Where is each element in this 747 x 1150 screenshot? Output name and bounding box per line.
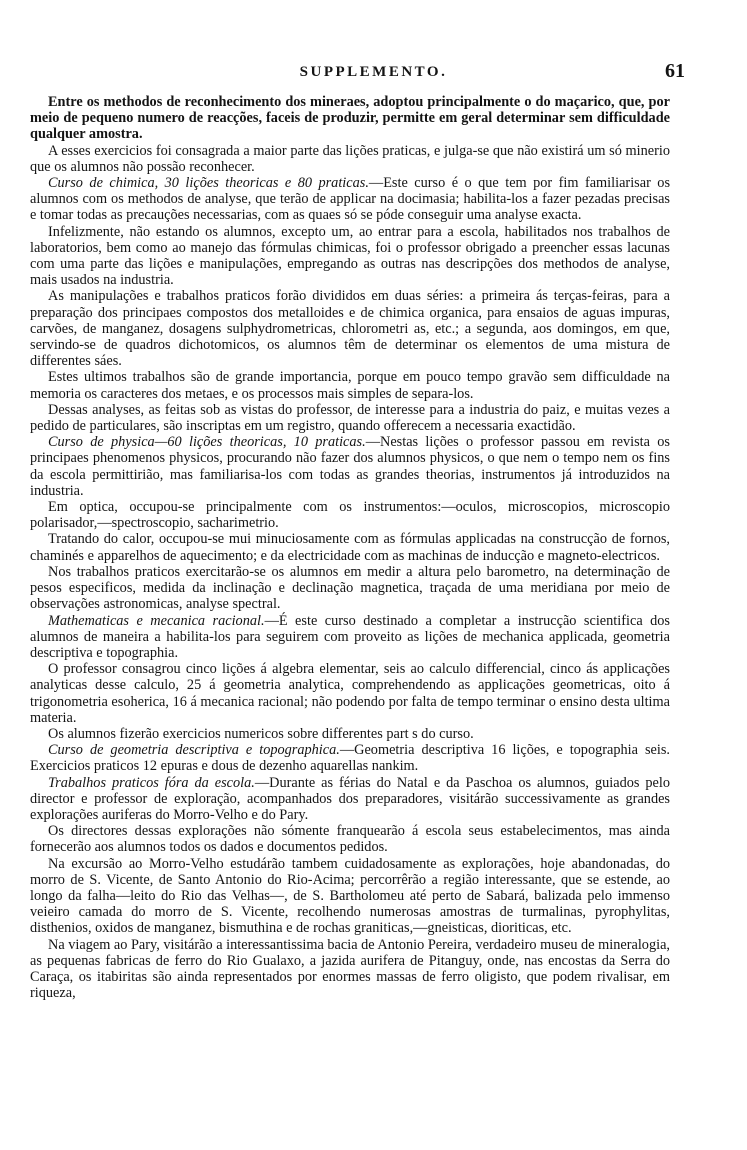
paragraph	[30, 823, 670, 855]
paragraph-text: Nos trabalhos praticos exercitarão-se os alumnos em medir a altura pelo barometro, na determinação de pesos especificos, medida da inclinação e declinação magnetica, traçada de uma meridiana por meio de observações astronomicas, analyse spectral.	[30, 563, 670, 613]
paragraph-text: —Este curso é o que tem por fim familiarisar os alumnos com os methodos de analyse, que terão de applicar na docimasia; habilita-los a fazer pezadas precisas e tomar todas as precauções necessarias, com as quaes só se póde conseguir uma analyse exacta.	[30, 175, 671, 224]
paragraph-lead: Mathematicas e mecanica racional.	[48, 612, 265, 629]
paragraph	[30, 937, 670, 1002]
paragraph	[30, 742, 670, 774]
paragraph	[30, 402, 670, 434]
page-number: 61	[665, 60, 685, 82]
paragraph	[30, 175, 670, 224]
paragraph-text: Tratando do calor, occupou-se mui minuciosamente com as fórmulas applicadas na construcção de fornos, chaminés e apparelhos de aquecimento; e da electricidade com as machinas de inducção e magneto-electricos.	[30, 531, 670, 564]
body-text	[30, 94, 670, 1001]
paragraph	[30, 726, 670, 742]
paragraph-text: —É este curso destinado a completar a instrucção scientifica dos alumnos de maneira a habilita-los para seguirem com proveito as lições de mechanica applicada, geometria descriptiva e topographia.	[30, 612, 670, 661]
paragraph-lead: Curso de physica—60 lições theoricas, 10 praticas.	[48, 434, 366, 451]
paragraph-text: Infelizmente, não estando os alumnos, excepto um, ao entrar para a escola, habilitados nos trabalhos de laboratorios, bem como ao manejo das fórmulas chimicas, foi o professor obrigado a preencher essas lacunas com uma parte das lições e manipulações, empregando as outras nas descripções dos methodos de analyse, mais usados na industria.	[30, 223, 670, 289]
paragraph-text: As manipulações e trabalhos praticos forão divididos em duas séries: a primeira ás terças-feiras, para a preparação dos principaes compostos dos metalloides e de chimica organica, para ensaios de aguas impuras, carvões, de manganez, dosagens sulphydrometricas, chlorometri as, etc.; a segunda, aos domingos, em que, servindo-se de quadros dichotomicos, os alumnos têm de determinar os elementos de uma mistura de differentes sáes.	[30, 288, 670, 370]
paragraph-text: —Geometria descriptiva 16 lições, e topographia seis. Exercicios praticos 12 epuras e dous de dezenho aquarellas nankim.	[30, 742, 670, 775]
paragraph	[30, 531, 670, 563]
paragraph	[30, 434, 670, 499]
paragraph	[30, 369, 670, 401]
paragraph-text: Na viagem ao Pary, visitárão a interessantissima bacia de Antonio Pereira, verdadeiro museu de mineralogia, as pequenas fabricas de ferro do Rio Gualaxo, a jazida aurifera de Pitanguy, onde, nas encostas da Serra do Caraça, os itabiritas são ainda representados por enormes massas de ferro oligisto, que podem rivalisar, em riqueza,	[30, 936, 670, 1002]
paragraph-text: —Nestas lições o professor passou em revista os principaes phenomenos physicos, procurando não fazer dos alumnos physicos, o que nem o tempo nem os fins da escola permittirião, mas familiarisa-los com todas as grandes theorias, instrumentos já introduzidos na industria.	[30, 434, 670, 499]
paragraph	[30, 613, 670, 662]
paragraph	[30, 499, 670, 531]
paragraph-text: Entre os methodos de reconhecimento dos mineraes, adoptou principalmente o do maçarico, que, por meio de pequeno numero de reacções, faceis de produzir, permitte em geral determinar sem difficuldade qualquer amostra.	[30, 94, 670, 143]
paragraph	[30, 224, 670, 289]
paragraph-text: Estes ultimos trabalhos são de grande importancia, porque em pouco tempo gravão sem difficuldade na memoria os caracteres dos metaes, e os processos mais simples de separa-los.	[30, 369, 670, 402]
paragraph	[30, 661, 670, 726]
paragraph	[30, 564, 670, 613]
paragraph	[30, 143, 670, 175]
paragraph-text: O professor consagrou cinco lições á algebra elementar, seis ao calculo differencial, cinco ás applicações analyticas desse calculo, 25 á geometria analytica, comprehendendo as applicações geometricas, oito á trigonometria esoherica, 16 á mecanica racional; não podendo por falta de tempo terminar o ensino desta ultima materia.	[30, 661, 670, 726]
running-title: SUPPLEMENTO.	[299, 64, 448, 80]
paragraph-text: Os alumnos fizerão exercicios numericos sobre differentes part s do curso.	[48, 725, 474, 742]
paragraph-lead: Curso de geometria descriptiva e topographica.	[48, 742, 340, 759]
paragraph-text: Dessas analyses, as feitas sob as vistas do professor, de interesse para a industria do paiz, e muitas vezes a pedido de particulares, são inscriptas em um registro, quando offerecem a necessaria exactidão.	[30, 401, 670, 435]
paragraph-lead: Trabalhos praticos fóra da escola.	[48, 774, 255, 791]
paragraph	[30, 775, 670, 824]
paragraph-text: A esses exercicios foi consagrada a maior parte das lições praticas, e julga-se que não existirá um só minerio que os alumnos não possão reconhecer.	[30, 142, 670, 175]
paragraph-text: —Durante as férias do Natal e da Paschoa os alumnos, guiados pelo director e professor de exploração, acompanhados dos preparadores, visitárão successivamente as grandes explorações auriferas do Morro-Velho e do Pary.	[30, 774, 670, 823]
paragraph	[30, 94, 670, 143]
paragraph-text: Na excursão ao Morro-Velho estudárão tambem cuidadosamente as explorações, hoje abandonadas, do morro de S. Vicente, de Santo Antonio do Rio-Acima; percorrêrão a região interessante, que se estende, ao longo da falha—leito do Rio das Velhas—, de S. Bartholomeu até perto de Sabará, balizada pelo immenso veieiro camada do morro de S. Vicente, recolhendo numerosas amostras de turmalinas, pyrophylitas, disthenios, oxidos de manganez, bismuthina e de rochas graniticas,—gneisticas, dioriticas, etc.	[30, 855, 670, 937]
paragraph-text: Em optica, occupou-se principalmente com os instrumentos:—oculos, microscopios, microscopio polarisador,—spectroscopio, sacharimetrio.	[30, 499, 670, 532]
paragraph-lead: Curso de chimica, 30 lições theoricas e 80 praticas.	[48, 175, 369, 192]
paragraph-text: Os directores dessas explorações não sómente franquearão á escola seus estabelecimentos, mas ainda fornecerão aos alumnos todos os dados e documentos pedidos.	[30, 823, 670, 856]
page-header	[0, 60, 747, 84]
paragraph	[30, 856, 670, 937]
paragraph	[30, 288, 670, 369]
